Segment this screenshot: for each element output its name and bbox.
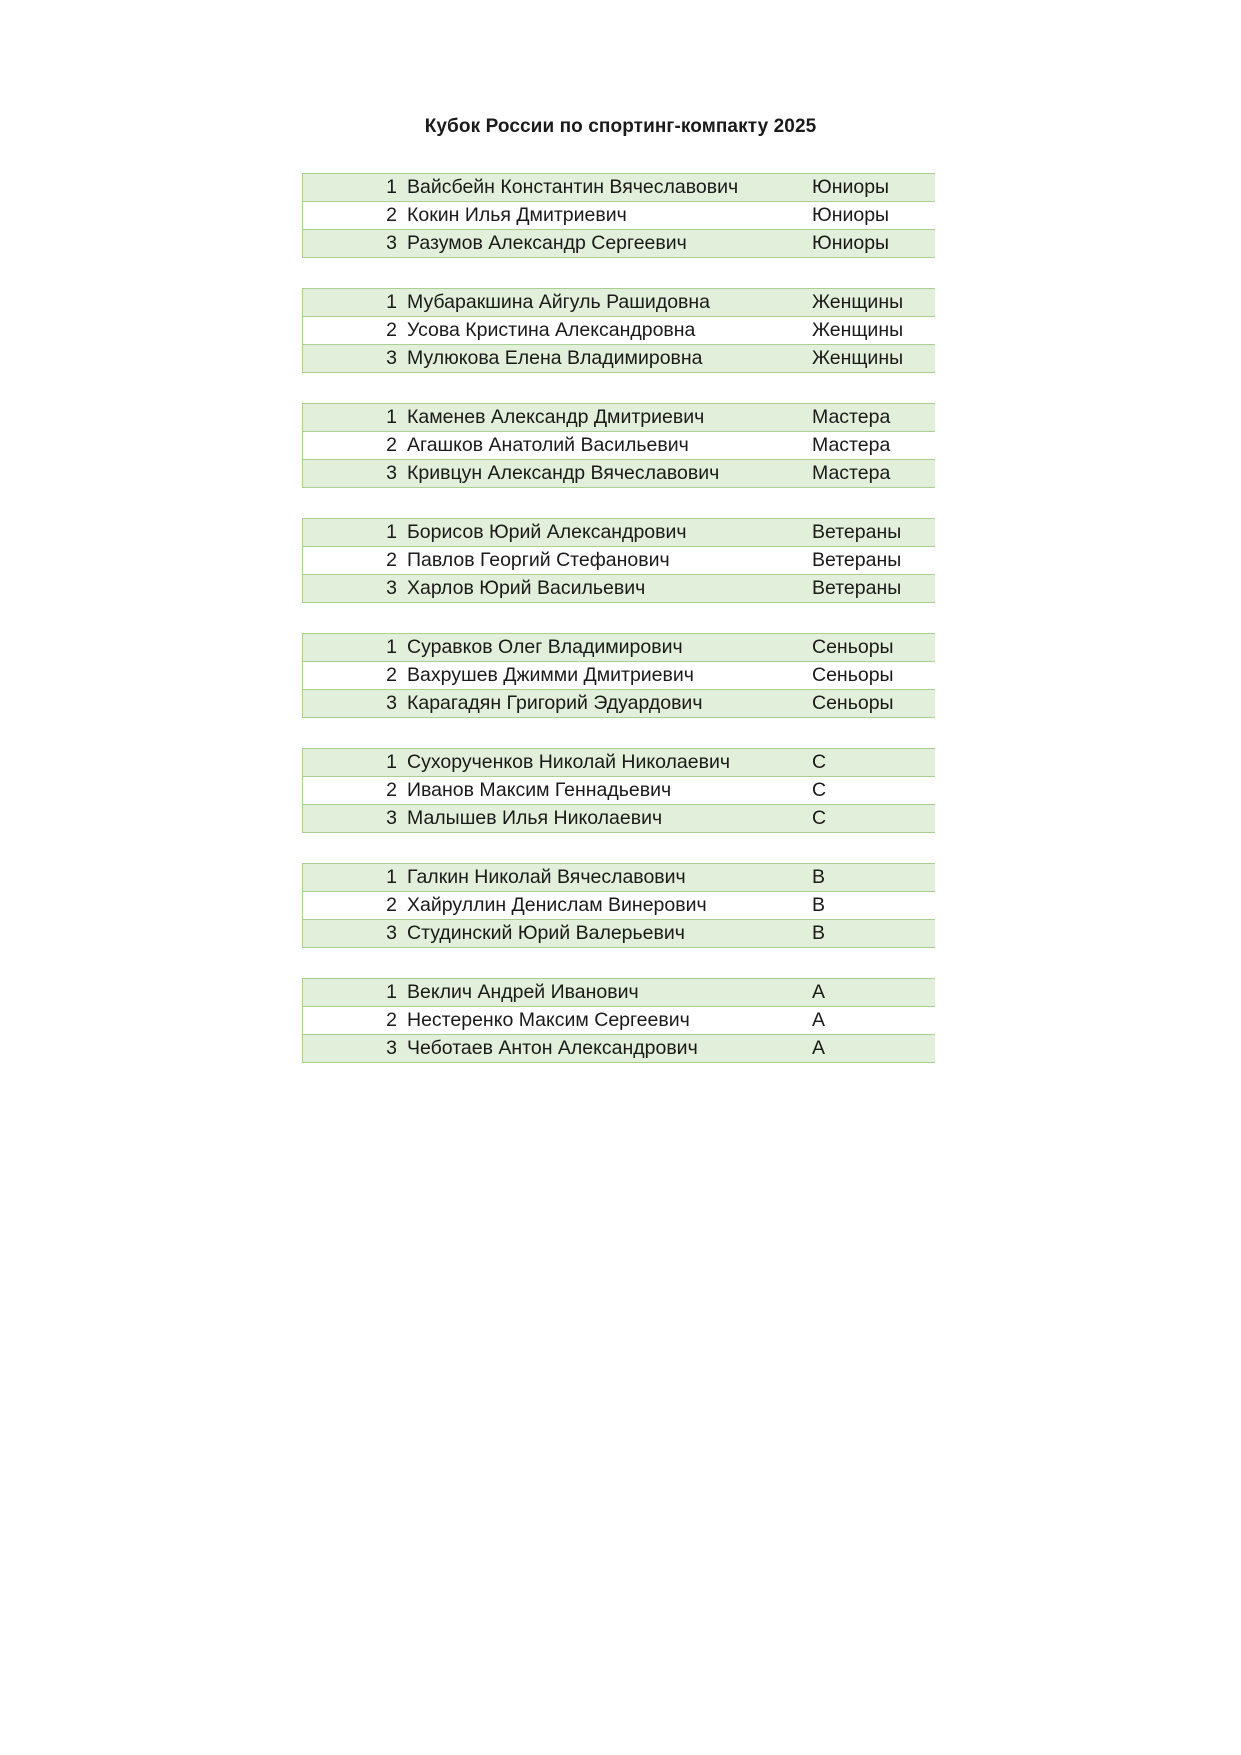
results-group — [302, 288, 935, 373]
table-row — [302, 776, 935, 805]
place-cell: 3 — [386, 922, 397, 944]
place-cell: 3 — [386, 347, 397, 369]
category-cell: B — [812, 894, 826, 916]
table-row — [302, 173, 935, 202]
place-cell: 2 — [386, 894, 397, 916]
name-cell: Усова Кристина Александровна — [407, 319, 696, 341]
name-cell: Малышев Илья Николаевич — [407, 807, 663, 829]
name-cell: Кокин Илья Дмитриевич — [407, 204, 627, 226]
category-cell: B — [812, 866, 826, 888]
place-cell: 1 — [386, 981, 397, 1003]
place-cell: 2 — [386, 204, 397, 226]
place-cell: 1 — [386, 866, 397, 888]
category-cell: Ветераны — [812, 577, 902, 599]
place-cell: 3 — [386, 577, 397, 599]
category-cell: Сеньоры — [812, 692, 894, 714]
table-row — [302, 1006, 935, 1035]
table-row — [302, 344, 935, 373]
place-cell: 1 — [386, 636, 397, 658]
name-cell: Карагадян Григорий Эдуардович — [407, 692, 703, 714]
results-group — [302, 748, 935, 833]
results-group — [302, 863, 935, 948]
place-cell: 1 — [386, 521, 397, 543]
category-cell: A — [812, 1037, 826, 1059]
place-cell: 1 — [386, 751, 397, 773]
category-cell: Женщины — [812, 291, 904, 313]
table-row — [302, 919, 935, 948]
category-cell: Женщины — [812, 347, 904, 369]
table-row — [302, 518, 935, 547]
category-cell: Женщины — [812, 319, 904, 341]
category-cell: Ветераны — [812, 549, 902, 571]
page-title: Кубок России по спортинг-компакту 2025 — [424, 116, 817, 137]
name-cell: Нестеренко Максим Сергеевич — [407, 1009, 690, 1031]
category-cell: Ветераны — [812, 521, 902, 543]
place-cell: 2 — [386, 664, 397, 686]
name-cell: Вайсбейн Константин Вячеславович — [407, 176, 739, 198]
table-row — [302, 863, 935, 892]
table-row — [302, 633, 935, 662]
name-cell: Веклич Андрей Иванович — [407, 981, 639, 1003]
table-row — [302, 288, 935, 317]
name-cell: Разумов Александр Сергеевич — [407, 232, 687, 254]
place-cell: 3 — [386, 807, 397, 829]
name-cell: Агашков Анатолий Васильевич — [407, 434, 689, 456]
table-row — [302, 403, 935, 432]
table-row — [302, 546, 935, 575]
name-cell: Мулюкова Елена Владимировна — [407, 347, 703, 369]
table-row — [302, 316, 935, 345]
category-cell: Мастера — [812, 406, 891, 428]
place-cell: 2 — [386, 549, 397, 571]
table-row — [302, 661, 935, 690]
place-cell: 3 — [386, 462, 397, 484]
name-cell: Сухорученков Николай Николаевич — [407, 751, 731, 773]
category-cell: A — [812, 1009, 826, 1031]
place-cell: 2 — [386, 1009, 397, 1031]
table-row — [302, 891, 935, 920]
category-cell: C — [812, 807, 827, 829]
place-cell: 1 — [386, 291, 397, 313]
table-row — [302, 804, 935, 833]
table-row — [302, 459, 935, 488]
name-cell: Суравков Олег Владимирович — [407, 636, 683, 658]
name-cell: Иванов Максим Геннадьевич — [407, 779, 672, 801]
category-cell: Юниоры — [812, 176, 890, 198]
results-group — [302, 633, 935, 718]
name-cell: Мубаракшина Айгуль Рашидовна — [407, 291, 711, 313]
results-group — [302, 403, 935, 488]
results-group — [302, 173, 935, 258]
name-cell: Каменев Александр Дмитриевич — [407, 406, 705, 428]
place-cell: 3 — [386, 232, 397, 254]
name-cell: Кривцун Александр Вячеславович — [407, 462, 720, 484]
name-cell: Галкин Николай Вячеславович — [407, 866, 686, 888]
category-cell: Юниоры — [812, 232, 890, 254]
table-row — [302, 229, 935, 258]
table-row — [302, 689, 935, 718]
category-cell: Сеньоры — [812, 664, 894, 686]
name-cell: Хайруллин Денислам Винерович — [407, 894, 707, 916]
name-cell: Чеботаев Антон Александрович — [407, 1037, 698, 1059]
results-group — [302, 978, 935, 1063]
name-cell: Борисов Юрий Александрович — [407, 521, 687, 543]
category-cell: Юниоры — [812, 204, 890, 226]
results-table — [302, 173, 935, 1093]
category-cell: A — [812, 981, 826, 1003]
table-row — [302, 201, 935, 230]
name-cell: Павлов Георгий Стефанович — [407, 549, 670, 571]
place-cell: 1 — [386, 176, 397, 198]
category-cell: B — [812, 922, 826, 944]
table-row — [302, 748, 935, 777]
name-cell: Харлов Юрий Васильевич — [407, 577, 646, 599]
name-cell: Вахрушев Джимми Дмитриевич — [407, 664, 694, 686]
place-cell: 2 — [386, 434, 397, 456]
table-row — [302, 574, 935, 603]
category-cell: Мастера — [812, 462, 891, 484]
category-cell: C — [812, 751, 827, 773]
results-group — [302, 518, 935, 603]
table-row — [302, 431, 935, 460]
category-cell: Сеньоры — [812, 636, 894, 658]
table-row — [302, 978, 935, 1007]
place-cell: 3 — [386, 692, 397, 714]
name-cell: Студинский Юрий Валерьевич — [407, 922, 685, 944]
category-cell: C — [812, 779, 827, 801]
place-cell: 1 — [386, 406, 397, 428]
category-cell: Мастера — [812, 434, 891, 456]
place-cell: 2 — [386, 779, 397, 801]
place-cell: 3 — [386, 1037, 397, 1059]
table-row — [302, 1034, 935, 1063]
place-cell: 2 — [386, 319, 397, 341]
